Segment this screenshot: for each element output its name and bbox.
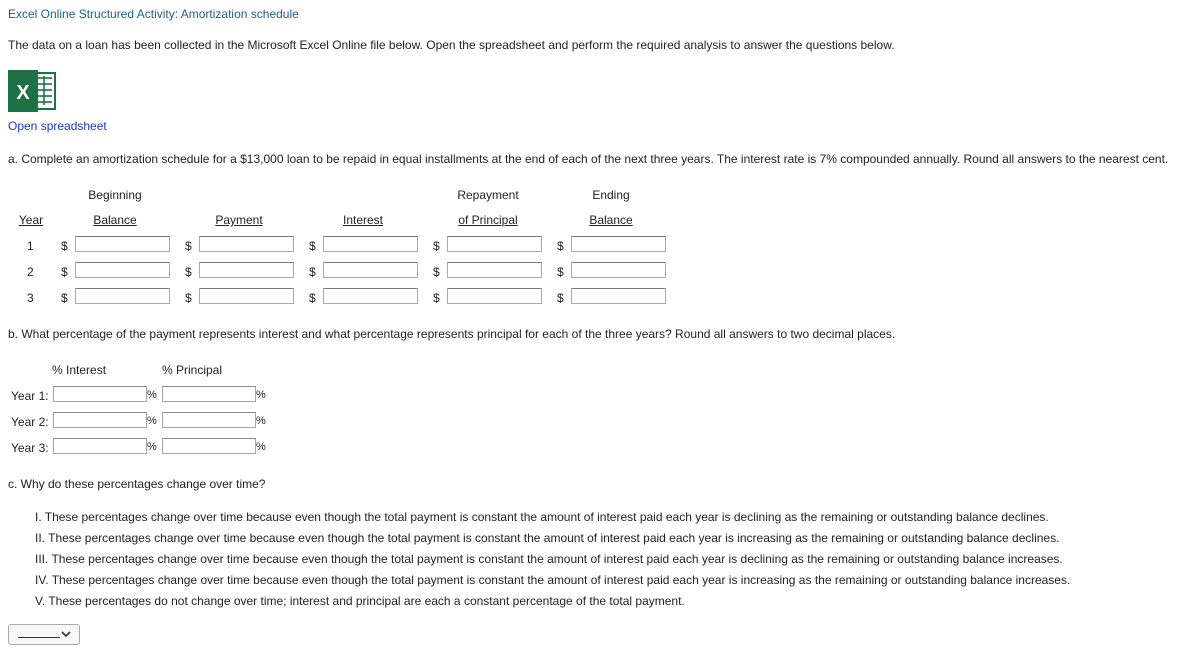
principal-input[interactable] (447, 288, 542, 304)
header-repayment-of-principal: of Principal (458, 213, 518, 227)
open-spreadsheet-link[interactable]: Open spreadsheet (8, 119, 107, 133)
percent-sign: % (256, 441, 266, 453)
page-title: Excel Online Structured Activity: Amortization schedule (8, 7, 299, 21)
beginning-balance-input[interactable] (75, 288, 170, 304)
option-iii: III. These percentages change over time because even though the total payment is constant the amount of interest paid each year is declining as the remaining or outstanding balance increases. (35, 552, 1063, 566)
intro-text: The data on a loan has been collected in the Microsoft Excel Online file below. Open the spreadsheet and perform the required analysis to answer the questions below. (8, 38, 895, 52)
year-row-label: Year 1: (11, 389, 49, 403)
currency-sign: $ (61, 239, 68, 253)
currency-sign: $ (185, 239, 192, 253)
payment-input[interactable] (199, 262, 294, 278)
year-label: 3 (27, 291, 34, 305)
header-pct-interest: % Interest (52, 363, 107, 377)
ending-balance-input[interactable] (571, 236, 666, 252)
currency-sign: $ (557, 265, 564, 279)
answer-select[interactable] (8, 624, 80, 645)
currency-sign: $ (433, 291, 440, 305)
pct-principal-input[interactable] (162, 386, 256, 402)
select-value (18, 637, 60, 638)
header-year: Year (18, 213, 44, 227)
payment-input[interactable] (199, 288, 294, 304)
header-pct-principal: % Principal (162, 363, 223, 377)
currency-sign: $ (433, 265, 440, 279)
beginning-balance-input[interactable] (75, 236, 170, 252)
year-row-label: Year 2: (11, 415, 49, 429)
year-label: 2 (27, 265, 34, 279)
principal-input[interactable] (447, 262, 542, 278)
currency-sign: $ (557, 239, 564, 253)
pct-principal-input[interactable] (162, 438, 256, 454)
option-iv: IV. These percentages change over time because even though the total payment is constant the amount of interest paid each year is increasing as the remaining or outstanding balance increases. (35, 573, 1071, 587)
header-beginning-top: Beginning (88, 188, 142, 202)
payment-input[interactable] (199, 236, 294, 252)
option-ii: II. These percentages change over time because even though the total payment is constant the amount of interest paid each year is increasing as the remaining or outstanding balance declines. (35, 531, 1060, 545)
currency-sign: $ (185, 265, 192, 279)
percent-sign: % (147, 415, 157, 427)
pct-interest-input[interactable] (53, 438, 147, 454)
header-payment: Payment (215, 213, 263, 227)
header-repayment-top: Repayment (457, 188, 519, 202)
pct-interest-input[interactable] (53, 386, 147, 402)
percent-sign: % (256, 389, 266, 401)
ending-balance-input[interactable] (571, 288, 666, 304)
currency-sign: $ (61, 291, 68, 305)
year-row-label: Year 3: (11, 441, 49, 455)
currency-sign: $ (557, 291, 564, 305)
header-interest: Interest (342, 213, 384, 227)
currency-sign: $ (185, 291, 192, 305)
header-ending-balance: Balance (589, 213, 633, 227)
interest-input[interactable] (323, 262, 418, 278)
currency-sign: $ (433, 239, 440, 253)
currency-sign: $ (309, 265, 316, 279)
ending-balance-input[interactable] (571, 262, 666, 278)
currency-sign: $ (309, 239, 316, 253)
interest-input[interactable] (323, 288, 418, 304)
excel-icon[interactable] (8, 70, 56, 112)
pct-interest-input[interactable] (53, 412, 147, 428)
chevron-down-icon (59, 627, 73, 641)
currency-sign: $ (309, 291, 316, 305)
interest-input[interactable] (323, 236, 418, 252)
option-i: I. These percentages change over time because even though the total payment is constant the amount of interest paid each year is declining as the remaining or outstanding balance declines. (35, 510, 1049, 524)
pct-principal-input[interactable] (162, 412, 256, 428)
question-c: c. Why do these percentages change over time? (8, 477, 266, 491)
principal-input[interactable] (447, 236, 542, 252)
percent-sign: % (147, 441, 157, 453)
question-b: b. What percentage of the payment represents interest and what percentage represents principal for each of the three years? Round all answers to two decimal places. (8, 327, 896, 341)
question-a: a. Complete an amortization schedule for a $13,000 loan to be repaid in equal installments at the end of each of the next three years. The interest rate is 7% compounded annually. Round all answers to the nearest cent. (8, 152, 1169, 166)
percent-sign: % (256, 415, 266, 427)
header-beginning-balance: Balance (93, 213, 137, 227)
year-label: 1 (27, 239, 34, 253)
beginning-balance-input[interactable] (75, 262, 170, 278)
option-v: V. These percentages do not change over time; interest and principal are each a constant percentage of the total payment. (35, 594, 685, 608)
svg-text:X: X (16, 82, 30, 104)
currency-sign: $ (61, 265, 68, 279)
header-ending-top: Ending (592, 188, 630, 202)
percent-sign: % (147, 389, 157, 401)
